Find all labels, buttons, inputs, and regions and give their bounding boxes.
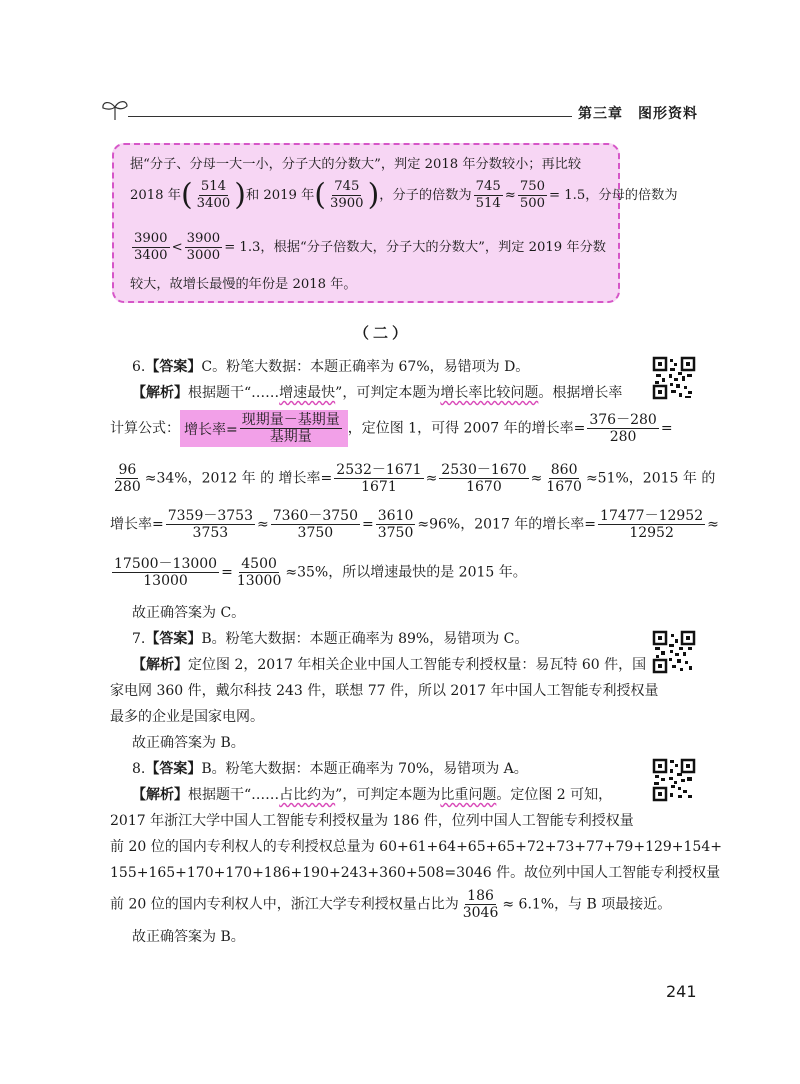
- q8-conclusion: 故正确答案为 B。: [132, 929, 245, 945]
- note-line-4: 较大，故增长最慢的年份是 2018 年。: [130, 277, 357, 292]
- formula-highlight: 增长率= $\frac{\text{现期量－基期量}}{\text{基期量}}$: [180, 410, 348, 447]
- sprout-icon: [100, 96, 130, 122]
- header-rule: [128, 116, 572, 117]
- chapter-title: 第三章 图形资料: [578, 106, 698, 122]
- q6-conclusion: 故正确答案为 C。: [132, 605, 246, 621]
- q7-answer: 7.【答案】B。粉笔大数据：本题正确率为 89%，易错项为 C。: [132, 631, 529, 647]
- q6-answer: 6.【答案】C。粉笔大数据：本题正确率为 67%，易错项为 D。: [132, 359, 530, 375]
- note-line-2: 2018 年( $\frac{514}{3400}$ )和 2019 年( $\frac{745}{3900}$ )，分子的倍数为 $\frac{745}{514}$ ≈ $\frac{750}{500}$ = 1.5，分母的倍数为: [130, 177, 678, 213]
- note-box: [112, 143, 678, 303]
- q8-analysis-line-5: 前 20 位的国内专利权人中，浙江大学专利授权量占比为 $\frac{186}{3046}$ ≈ 6.1%，与 B 项最接近。: [110, 888, 672, 921]
- qr-code-icon[interactable]: [652, 356, 696, 400]
- q6-analysis-line-4: 增长率= $\frac{7359-3753}{3753}$ ≈ $\frac{7360-3750}{3750}$ = $\frac{3610}{3750}$ ≈96%，2017 年的增长率= $\frac{17477-12952}{12952}$ ≈: [110, 508, 719, 541]
- section-heading: （二）: [354, 324, 412, 342]
- q7-conclusion: 故正确答案为 B。: [132, 735, 245, 751]
- q7-analysis-line-1: 【解析】定位图 2，2017 年相关企业中国人工智能专利授权量：易瓦特 60 件，国: [132, 657, 647, 673]
- page-number: 241: [666, 982, 697, 1001]
- q6-analysis-line-1: 【解析】根据题干“……增速最快”，可判定本题为增长率比较问题。根据增长率: [132, 385, 623, 401]
- q7-analysis-line-2: 家电网 360 件，戴尔科技 243 件，联想 77 件，所以 2017 年中国人工智能专利授权量: [110, 683, 659, 699]
- q6-analysis-line-3: $\frac{96}{280}$ ≈34%，2012 年 的 增长率= $\frac{2532-1671}{1671}$ ≈ $\frac{2530-1670}{1670}$ ≈ $\frac{860}{1670}$ ≈51%，2015 年 的: [114, 462, 716, 495]
- qr-code-icon[interactable]: [652, 758, 696, 802]
- q7-analysis-line-3: 最多的企业是国家电网。: [110, 709, 264, 725]
- q8-analysis-line-3: 前 20 位的国内专利权人的专利授权总量为 60+61+64+65+65+72+73+77+79+129+154+: [110, 839, 722, 855]
- q6-analysis-line-2: 计算公式： 增长率= $\frac{\text{现期量－基期量}}{\text{基期量}}$ ，定位图 1，可得 2007 年的增长率= $\frac{376-280}{280}$ =: [110, 412, 673, 445]
- q8-analysis-line-4: 155+165+170+170+186+190+243+360+508=3046 件。故位列中国人工智能专利授权量: [110, 865, 721, 881]
- note-line-3: $\frac{3900}{3400}$ < $\frac{3900}{3000}$ = 1.3，根据“分子倍数大，分子大的分数大”，判定 2019 年分数: [134, 231, 606, 263]
- q8-answer: 8.【答案】B。粉笔大数据：本题正确率为 70%，易错项为 A。: [132, 761, 528, 777]
- q6-analysis-line-5: $\frac{17500-13000}{13000}$ = $\frac{4500}{13000}$ ≈35%，所以增速最快的是 2015 年。: [114, 556, 527, 589]
- qr-code-icon[interactable]: [652, 630, 696, 674]
- note-line-1: 据“分子、分母一大一小，分子大的分数大”，判定 2018 年分数较小；再比较: [130, 157, 582, 172]
- q8-analysis-line-2: 2017 年浙江大学中国人工智能专利授权量为 186 件，位列中国人工智能专利授权量: [110, 813, 634, 829]
- q8-analysis-line-1: 【解析】根据题干“……占比约为”，可判定本题为比重问题。定位图 2 可知，: [132, 787, 613, 803]
